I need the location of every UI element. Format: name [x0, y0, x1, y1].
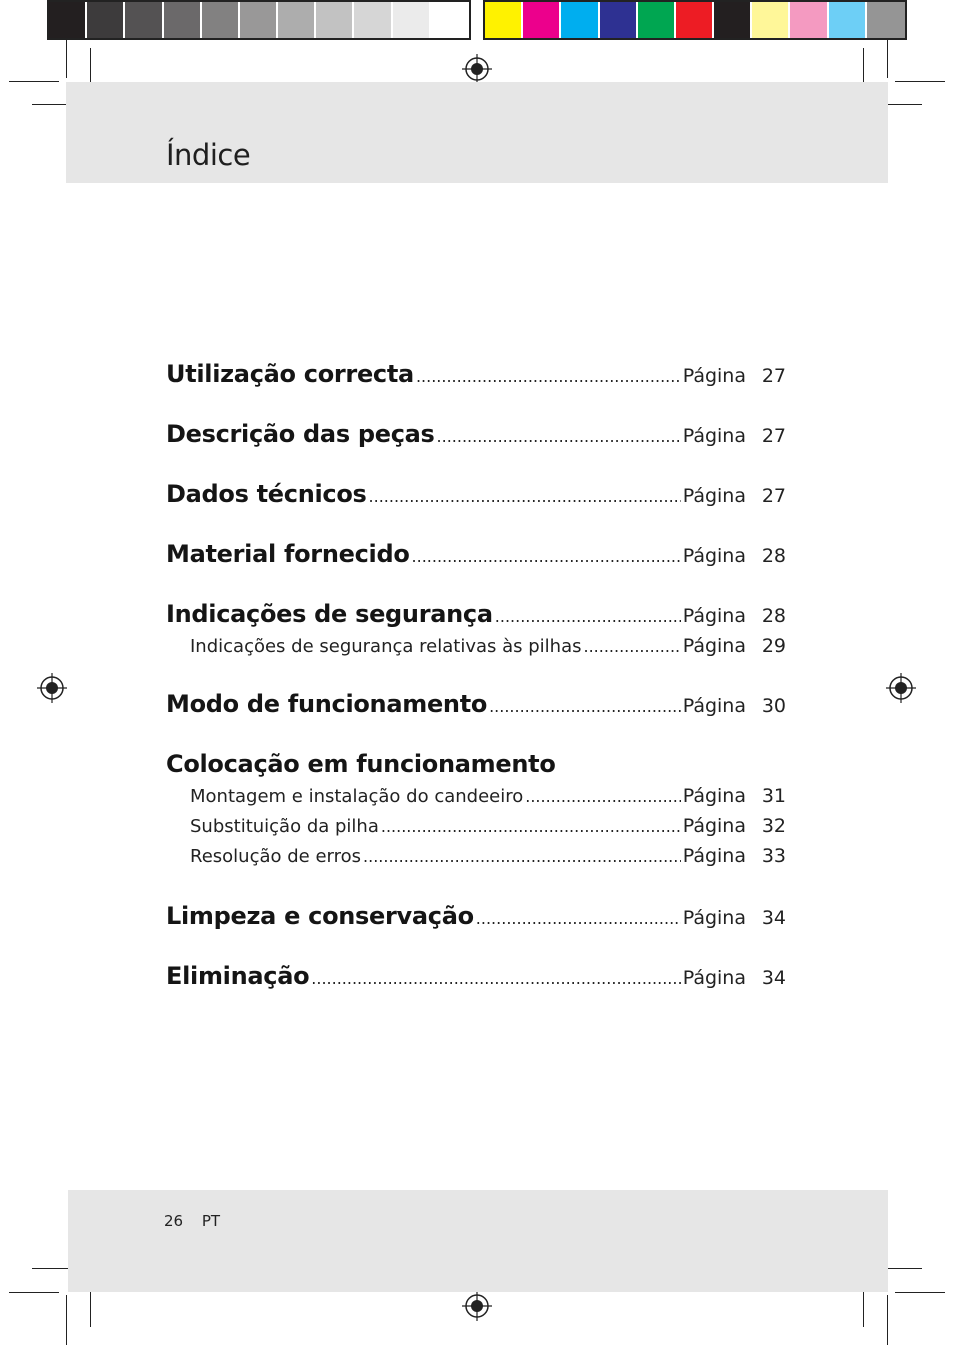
color-swatch	[523, 2, 561, 38]
color-swatch	[393, 2, 431, 38]
crop-mark	[66, 40, 67, 78]
toc-entry-label: Eliminação	[166, 962, 310, 990]
color-swatch	[714, 2, 752, 38]
toc-entry[interactable]	[166, 540, 786, 568]
toc-page-word: Página	[682, 635, 746, 657]
dot-leader	[583, 637, 680, 656]
toc-entry-label: Indicações de segurança relativas às pilhas	[190, 636, 582, 657]
toc-page-word: Página	[682, 365, 746, 387]
dot-leader	[476, 909, 681, 928]
dot-leader	[363, 847, 681, 866]
toc-page-number: 34	[761, 967, 786, 989]
color-swatch	[240, 2, 278, 38]
toc-entry[interactable]	[166, 690, 786, 718]
page-title: Índice	[166, 138, 251, 172]
dot-leader	[381, 817, 681, 836]
color-swatch	[485, 2, 523, 38]
toc-entry[interactable]	[166, 962, 786, 990]
color-swatch	[354, 2, 392, 38]
toc-page-word: Página	[682, 485, 746, 507]
toc-page-word: Página	[682, 425, 746, 447]
dot-leader	[489, 697, 681, 716]
toc-entry-label: Descrição das peças	[166, 420, 435, 448]
crop-mark	[9, 1292, 59, 1293]
toc-entry[interactable]	[166, 360, 786, 388]
toc-page-number: 27	[761, 485, 786, 507]
toc-entry-label: Montagem e instalação do candeeiro	[190, 786, 524, 807]
color-swatch	[316, 2, 354, 38]
color-swatch	[87, 2, 125, 38]
grayscale-calibration-bar	[47, 0, 471, 40]
dot-leader	[416, 367, 681, 386]
color-swatch	[867, 2, 905, 38]
toc-page-number: 32	[761, 815, 786, 837]
dot-leader	[412, 547, 681, 566]
crop-mark	[895, 1292, 945, 1293]
toc-subentry[interactable]	[190, 635, 786, 657]
toc-entry[interactable]	[166, 480, 786, 508]
toc-entry-label: Substituição da pilha	[190, 816, 379, 837]
toc-entry[interactable]	[166, 902, 786, 930]
crop-mark	[887, 1295, 888, 1345]
toc-page-number: 28	[761, 605, 786, 627]
toc-page-number: 33	[761, 845, 786, 867]
page-number: 26	[164, 1212, 184, 1230]
color-swatch	[752, 2, 790, 38]
color-swatch	[676, 2, 714, 38]
color-swatch	[790, 2, 828, 38]
toc-entry[interactable]	[166, 600, 786, 628]
registration-mark-icon	[462, 1291, 492, 1321]
crop-mark	[9, 81, 59, 82]
toc-page-number: 34	[761, 907, 786, 929]
toc-page-word: Página	[682, 815, 746, 837]
dot-leader	[311, 969, 680, 988]
color-swatch	[202, 2, 240, 38]
toc-entry-label: Material fornecido	[166, 540, 410, 568]
dot-leader	[525, 787, 680, 806]
color-swatch	[278, 2, 316, 38]
toc-subentry[interactable]	[190, 815, 786, 837]
registration-mark-icon	[886, 673, 916, 703]
language-code: PT	[201, 1212, 221, 1230]
page-footer	[164, 1212, 234, 1230]
toc-entry-label: Resolução de erros	[190, 846, 362, 867]
toc-entry[interactable]	[166, 420, 786, 448]
toc-page-word: Página	[682, 695, 746, 717]
color-swatch	[638, 2, 676, 38]
toc-entry-label: Limpeza e conservação	[166, 902, 474, 930]
toc-page-word: Página	[682, 907, 746, 929]
toc-page-number: 28	[761, 545, 786, 567]
toc-page-number: 29	[761, 635, 786, 657]
toc-entry-label: Utilização correcta	[166, 360, 414, 388]
footer-band	[68, 1190, 888, 1292]
toc-page-number: 30	[761, 695, 786, 717]
toc-entry-label: Colocação em funcionamento	[166, 750, 556, 778]
toc-page-word: Página	[682, 545, 746, 567]
color-swatch	[829, 2, 867, 38]
dot-leader	[437, 427, 681, 446]
toc-entry-label: Indicações de segurança	[166, 600, 493, 628]
toc-page-number: 27	[761, 425, 786, 447]
dot-leader	[369, 487, 681, 506]
crop-mark	[895, 81, 945, 82]
toc-entry[interactable]	[166, 750, 786, 778]
toc-page-word: Página	[682, 785, 746, 807]
toc-page-number: 27	[761, 365, 786, 387]
color-swatch	[125, 2, 163, 38]
color-swatch	[600, 2, 638, 38]
registration-mark-icon	[37, 673, 67, 703]
toc-subentry[interactable]	[190, 845, 786, 867]
toc-page-number: 31	[761, 785, 786, 807]
color-calibration-bar	[483, 0, 907, 40]
toc-entry-label: Modo de funcionamento	[166, 690, 488, 718]
color-swatch	[431, 2, 469, 38]
color-swatch	[561, 2, 599, 38]
dot-leader	[495, 607, 681, 626]
toc-page-word: Página	[682, 845, 746, 867]
color-swatch	[49, 2, 87, 38]
crop-mark	[66, 1295, 67, 1345]
color-swatch	[164, 2, 202, 38]
toc-page-word: Página	[682, 605, 746, 627]
toc-entry-label: Dados técnicos	[166, 480, 367, 508]
registration-mark-icon	[462, 54, 492, 84]
crop-mark	[887, 40, 888, 78]
toc-page-word: Página	[682, 967, 746, 989]
toc-subentry[interactable]	[190, 785, 786, 807]
